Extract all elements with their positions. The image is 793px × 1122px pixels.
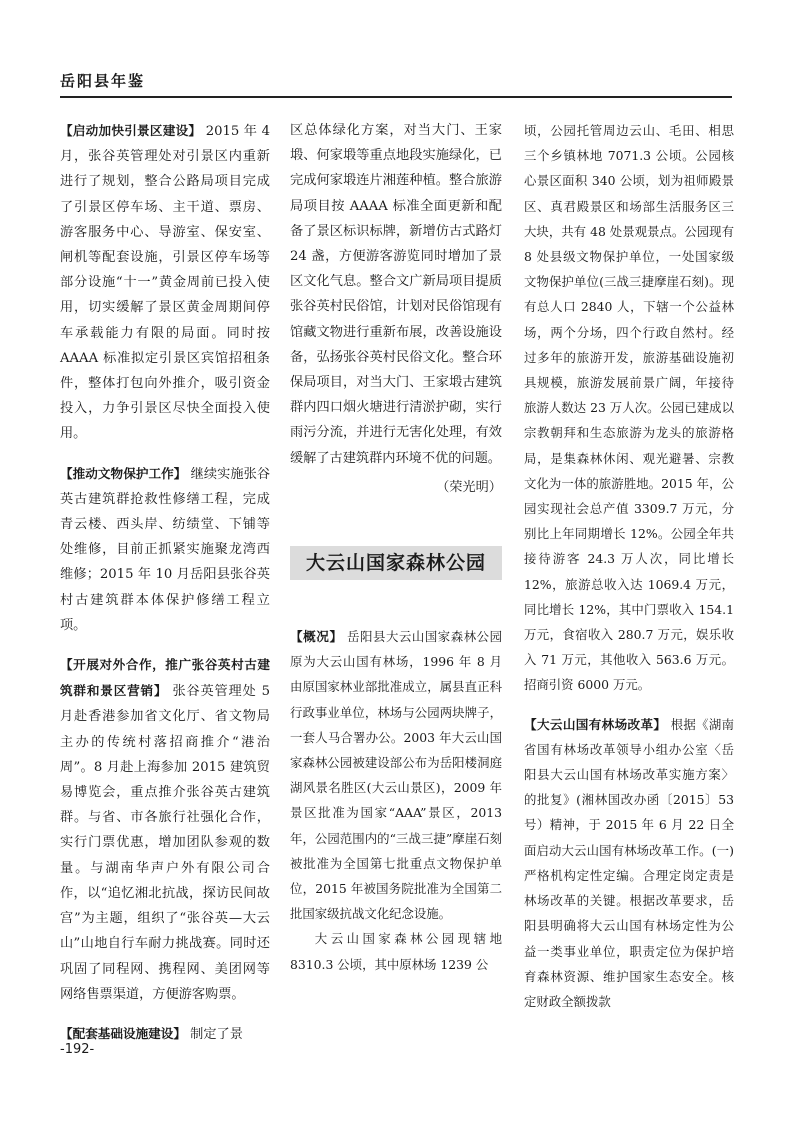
- continued-text: 区总体绿化方案，对当大门、王家塅、何家塅等重点地段实施绿化，已完成何家塅连片湘莲种植。整合旅游局项目按 AAAA 标准全面更新和配备了景区标识标牌，新增仿古式路灯 24 盏，方便游客游览同时增加了景区文化气息。整合文广新局项目提质张谷英村民俗馆，计划对民俗馆现有馆藏文物进行重新布展，改善设施设备，弘扬张谷英村民俗文化。整合环保局项目，对当大门、王家塅古建筑群内四口烟火塘进行清淤护砌，实行雨污分流，并进行无害化处理，有效缓解了古建筑群内环境不优的问题。: [290, 123, 502, 466]
- running-header: [60, 70, 732, 100]
- section-title: 【配套基础设施建设】: [60, 1025, 186, 1041]
- section-external-cooperation: [60, 652, 270, 1007]
- column-right: [524, 118, 734, 1028]
- author-byline: （荣光明）: [436, 479, 502, 495]
- section-body: 根据《湖南省国有林场改革领导小组办公室〈岳阳县大云山国有林场改革实施方案〉的批复》(湘林国改办函〔2015〕53 号）精神，于 2015 年 6 月 22 日全面启动大云山国有林场改革工作。(一)严格机构定性定编。合理定岗定责是林场改革的关键。根据改革要求，岳阳县明确将大云山国有林场定性为公益一类事业单位，职责定位为保护培育森林资源、维护国家生态安全。核定财政全额拨款: [524, 716, 734, 1009]
- section-title: 【开展对外合作，推广张谷英村古建筑群和景区营销】: [60, 657, 270, 699]
- section-forest-farm-reform: [524, 712, 734, 1014]
- section-body: 岳阳县大云山国家森林公园原为大云山国有林场，1996 年 8 月由原国家林业部批准成立，属县直正科行政事业单位，林场与公园两块牌子，一套人马合署办公。2003 年大云山国家森林公园被建设部公布为岳阳楼洞庭湖风景名胜区(大云山景区)，2009 年景区批准为国家“AAA”景区，2013 年，公园范围内的“三战三捷”摩崖石刻被批准为全国第七批重点文物保护单位，2015 年被国务院批准为全国第二批国家级抗战文化纪念设施。: [290, 629, 503, 922]
- header-rule: [60, 96, 732, 98]
- section-title: 【大云山国有林场改革】: [524, 716, 667, 732]
- column-left: [60, 118, 270, 1061]
- paragraph: 大云山国家森林公园现辖地 8310.3 公顷，其中原林场 1239 公: [290, 931, 502, 972]
- section-body: 继续实施张谷英古建筑群抢救性修缮工程，完成青云楼、西头岸、纺绩堂、下铺等处维修，目前正抓紧实施聚龙湾西维修；2015 年 10 月岳阳县张谷英村古建筑群本体保护修缮工程立项。: [60, 466, 271, 633]
- column-middle: [290, 118, 502, 977]
- section-banner: 大云山国家森林公园: [290, 546, 502, 580]
- section-overview: [290, 624, 502, 977]
- section-body: 2015 年 4 月，张谷英管理处对引景区内重新进行了规划，整合公路局项目完成了引景区停车场、主干道、票房、游客服务中心、导游室、保安室、闸机等配套设施，引景区停车场等部分设施“十一”黄金周前已投入使用，切实缓解了景区黄金周期间停车承载能力有限的局面。同时按 AAAA 标准拟定引景区宾馆招租条件，整体打包向外推介，吸引资金投入，力争引景区尽快全面投入使用。: [60, 124, 271, 442]
- page-number: -192-: [60, 1042, 95, 1057]
- section-heritage-protection: [60, 461, 270, 638]
- yearbook-title: 岳阳县年鉴: [60, 72, 146, 90]
- section-title: 【启动加快引景区建设】: [60, 123, 202, 138]
- section-scenic-entrance: [60, 118, 270, 447]
- section-body: 张谷英管理处 5 月赴香港参加省文化厅、省文物局主办的传统村落招商推介“港治周”。8 月赴上海参加 2015 建筑贸易博览会，重点推介张谷英古建筑群。与省、市各旅行社强化合作，实行门票优惠，增加团队参观的数量。与湖南华声户外有限公司合作，以“追忆湘北抗战，探访民间故宫”为主题，组织了“张谷英—大云山”山地自行车耐力挑战赛。同时还巩固了同程网、携程网、美团网等网络售票渠道，方便游客购票。: [60, 684, 270, 1002]
- section-title: 【概况】: [290, 629, 343, 645]
- section-body: 制定了景: [190, 1026, 243, 1042]
- section-title: 【推动文物保护工作】: [60, 465, 187, 481]
- continued-text: 顷，公园托管周边云山、毛田、相思三个乡镇林地 7071.3 公顷。公园核心景区面积 340 公顷，划为祖师殿景区、真君殿景区和场部生活服务区三大块，共有 48 处景观景点。公园现有 8 处县级文物保护单位，一处国家级文物保护单位(三战三捷摩崖石刻)。现有总人口 2840 人，下辖一个公益林场，两个分场，四个行政自然村。经过多年的旅游开发，旅游基础设施初具规模，旅游发展前景广阔，年接待旅游人数达 23 万人次。公园已建成以宗教朝拜和生态旅游为龙头的旅游格局，是集森林休闲、观光避暑、宗教文化为一体的旅游胜地。2015 年，公园实现社会总产值 3309.7 万元，分别比上年同期增长 12%。公园全年共接待游客 24.3 万人次，同比增长 12%，旅游总收入达 1069.4 万元，同比增长 12%，其中门票收入 154.1 万元，食宿收入 280.7 万元，娱乐收入 71 万元，其他收入 563.6 万元。招商引资 6000 万元。: [524, 123, 734, 693]
